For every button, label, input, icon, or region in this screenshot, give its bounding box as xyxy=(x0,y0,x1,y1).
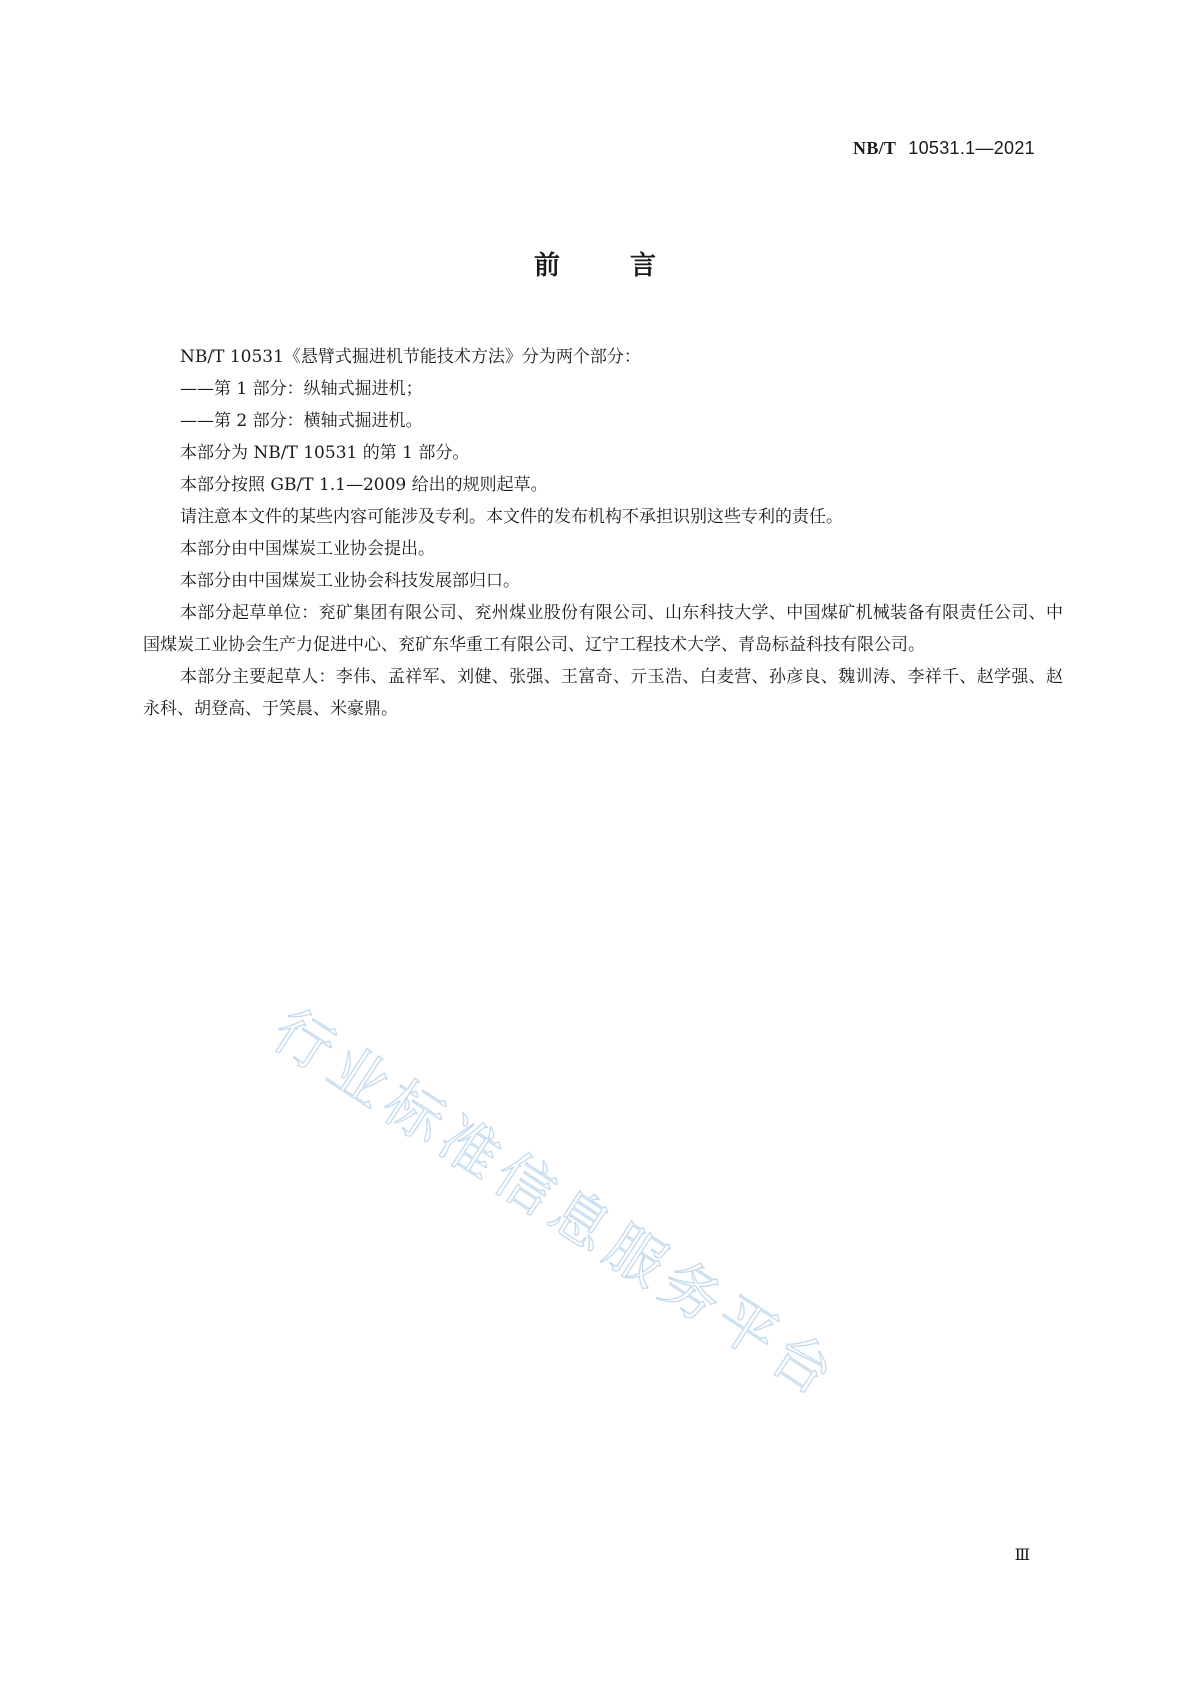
paragraph-drafters: 本部分主要起草人：李伟、孟祥军、刘健、张强、王富奇、亓玉浩、白麦营、孙彦良、魏训涛、李祥千、赵学强、赵永科、胡登高、于笑晨、米豪鼎。 xyxy=(143,667,1063,719)
paragraph-parts-intro: NB/T 10531《悬臂式掘进机节能技术方法》分为两个部分： xyxy=(180,347,641,367)
paragraph-part-2: ——第 2 部分：横轴式掘进机。 xyxy=(180,411,423,431)
paragraph-drafting-rules: 本部分按照 GB/T 1.1—2009 给出的规则起草。 xyxy=(180,475,548,495)
watermark: 行业标准信息服务平台 xyxy=(260,995,852,1413)
standard-code xyxy=(853,138,1035,159)
page-number: Ⅲ xyxy=(1014,1545,1030,1564)
page-title: 前言 xyxy=(533,251,726,281)
paragraph-administrator: 本部分由中国煤炭工业协会科技发展部归口。 xyxy=(180,571,520,591)
standard-code-prefix: NB/T xyxy=(853,138,897,158)
paragraph-this-part: 本部分为 NB/T 10531 的第 1 部分。 xyxy=(180,443,470,463)
paragraph-patent-notice: 请注意本文件的某些内容可能涉及专利。本文件的发布机构不承担识别这些专利的责任。 xyxy=(180,507,843,527)
paragraph-part-1: ——第 1 部分：纵轴式掘进机； xyxy=(180,379,423,399)
paragraph-proposer: 本部分由中国煤炭工业协会提出。 xyxy=(180,539,435,559)
paragraph-drafting-units: 本部分起草单位：兖矿集团有限公司、兖州煤业股份有限公司、山东科技大学、中国煤矿机械装备有限责任公司、中国煤炭工业协会生产力促进中心、兖矿东华重工有限公司、辽宁工程技术大学、青岛标益科技有限公司。 xyxy=(143,603,1063,655)
foreword-body xyxy=(143,341,1063,725)
standard-code-number: 10531.1—2021 xyxy=(908,138,1035,158)
